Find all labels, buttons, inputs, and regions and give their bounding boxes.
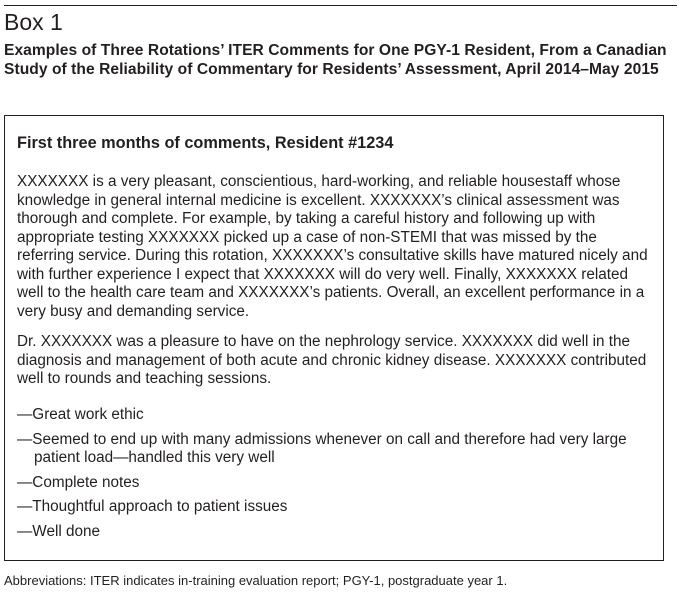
box-label: Box 1 <box>4 9 63 35</box>
box-title: Examples of Three Rotations’ ITER Comments for One PGY-1 Resident, From a Canadian Study of the Reliability of Commentary for Residents’ Assessment, April 2014–May 2015 <box>4 42 667 78</box>
comment-bullet-item: —Seemed to end up with many admissions whenever on call and therefore had very large patient load—handled this very well <box>17 430 627 466</box>
comment-bullet-item: —Thoughtful approach to patient issues <box>17 498 288 515</box>
comment-paragraph-1: XXXXXXX is a very pleasant, conscientious, hard-working, and reliable housestaff whose knowledge in general internal medicine is excellent. XXXXXXX’s clinical assessment was thorough and complete. For example, by taking a careful history and following up with appropriate testing XXXXXXX picked up a case of non-STEMI that was missed by the referring service. During this rotation, XXXXXXX’s consultative skills have matured nicely and with further experience I expect that XXXXXXX will do very well. Finally, XXXXXXX related well to the health care team and XXXXXXX’s patients. Overall, an excellent performance in a very busy and demanding service. <box>17 173 648 320</box>
comment-bullet-item: —Great work ethic <box>17 406 144 423</box>
comments-panel <box>4 115 664 561</box>
panel-heading: First three months of comments, Resident #1234 <box>17 134 394 152</box>
comment-paragraph-2: Dr. XXXXXXX was a pleasure to have on the nephrology service. XXXXXXX did well in the diagnosis and management of both acute and chronic kidney disease. XXXXXXX contributed well to rounds and teaching sessions. <box>17 333 647 387</box>
comment-bullet-list <box>17 406 657 547</box>
comment-bullet-item: —Complete notes <box>17 473 140 491</box>
top-rule <box>4 5 677 6</box>
abbreviations-footnote: Abbreviations: ITER indicates in-training evaluation report; PGY-1, postgraduate year 1. <box>4 573 508 588</box>
comment-bullet-item: —Well done <box>17 522 101 540</box>
